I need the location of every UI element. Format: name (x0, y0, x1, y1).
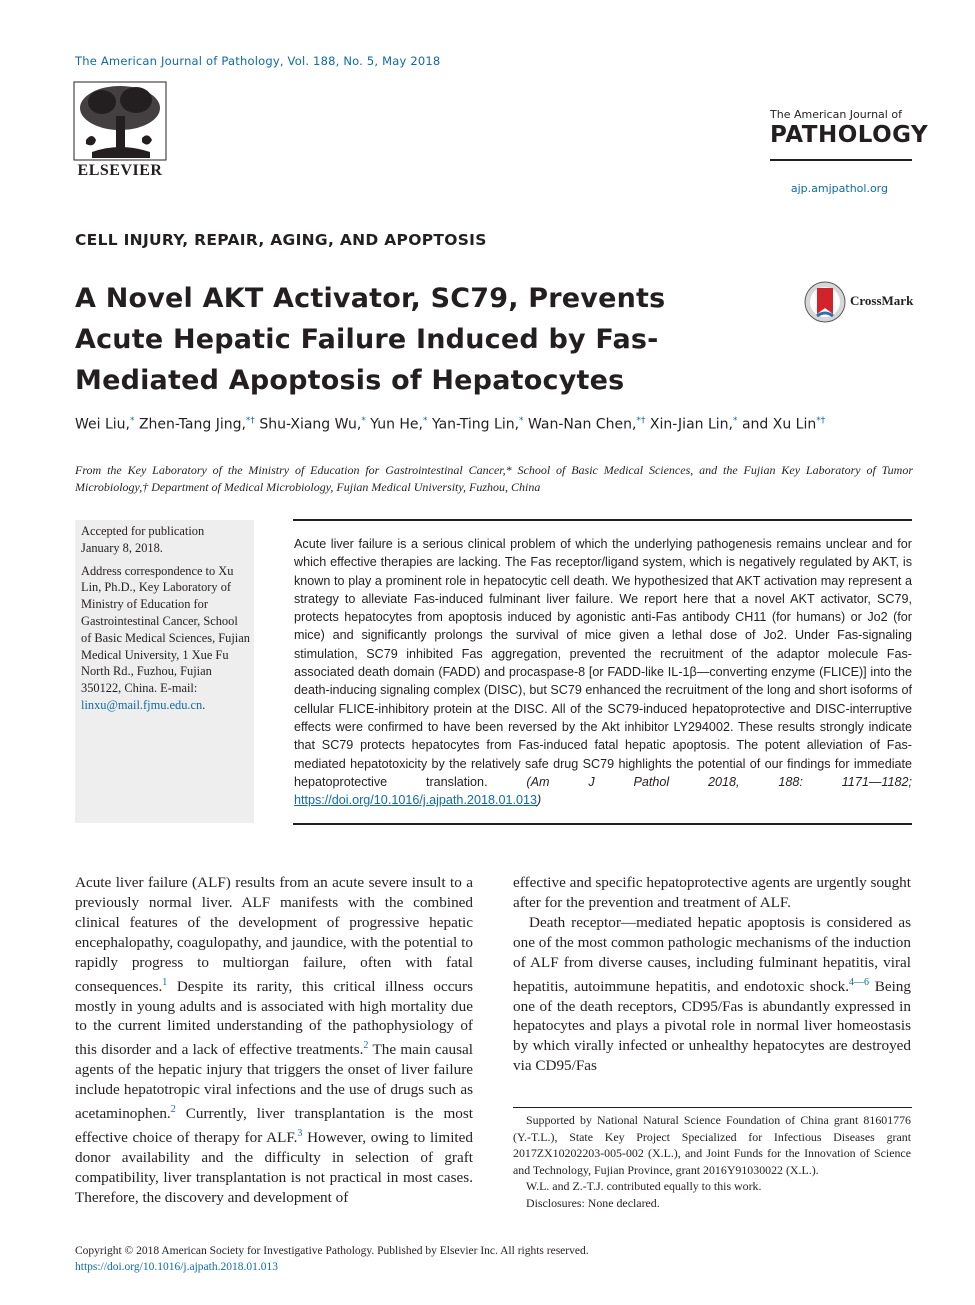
reference-link[interactable]: 4—6 (849, 976, 870, 988)
author-list (75, 410, 915, 436)
abstract-body: Acute liver failure is a serious clinical problem of which the underlying pathogenesis remains unclear and for which effective therapies are lacking. The Fas receptor/ligand system, which is negatively regulated by AKT, is known to play a prominent role in hepatocytic cell death. We hypothesized that AKT activation may represent a strategy to alleviate Fas-induced fulminant liver failure. We report here that a novel AKT activator, SC79, protects hepatocytes from apoptosis induced by agonistic anti-Fas antibody CH11 (for humans) or Jo2 (for mice) and significantly prolongs the survival of mice given a lethal dose of Jo2. Under Fas-signaling stimulation, SC79 inhibited Fas aggregation, prevented the recruitment of the adaptor molecule Fas-associated death domain (FADD) and procaspase-8 [or FADD-like IL-1β—converting enzyme (FLICE)] into the death-inducing signaling complex (DISC), but SC79 enhanced the recruitment of the long and short isoforms of cellular FLICE-inhibitory protein at the DISC. All of the SC79-induced hepatoprotective and DISC-interruptive effects were confirmed to have been reversed by the Akt inhibitor LY294002. These results strongly indicate that SC79 protects hepatocytes from Fas-induced fatal hepatic apoptosis. The potent alleviation of Fas-mediated hepatotoxicity by the relatively safe drug SC79 highlights the potential of our findings for immediate hepatoprotective translation. (294, 537, 912, 789)
author-name: Shu-Xiang Wu, (259, 416, 362, 433)
accepted-label: Accepted for publication (81, 524, 205, 538)
author-name: Wan-Nan Chen, (527, 416, 637, 433)
journal-name-small: The American Journal of (770, 108, 902, 121)
footer-doi-link[interactable]: https://doi.org/10.1016/j.ajpath.2018.01.013 (75, 1261, 278, 1273)
body-text: Acute liver failure (ALF) results from an acute severe insult to a previously normal liver. ALF manifests with the combined clinical features of the development of progressive hepatic encephalopathy, coagulopathy, and jaundice, with the potential to rapidly progress to multiorgan failure, often with fatal consequences. (75, 874, 473, 995)
body-paragraph: effective and specific hepatoprotective agents are urgently sought after for the prevention and treatment of ALF. (513, 874, 911, 911)
footnotes (513, 1112, 911, 1212)
abstract-text (294, 535, 912, 809)
article-title: A Novel AKT Activator, SC79, Prevents Acute Hepatic Failure Induced by Fas-Mediated Apoptosis of Hepatocytes (75, 283, 666, 396)
author-name: Yan-Ting Lin, (431, 416, 520, 433)
accepted-date: January 8, 2018. (81, 540, 163, 555)
body-paragraph (75, 873, 473, 1208)
reference-link[interactable]: 1 (162, 976, 168, 988)
crossmark-label: CrossMark (850, 293, 914, 308)
author-affiliation-mark: *† (636, 416, 646, 426)
author-affiliation-mark: * (361, 416, 366, 426)
footnote-rule (513, 1107, 912, 1108)
correspondence-email-end: . (202, 697, 206, 712)
body-text: Currently, liver transplantation is the most effective choice of therapy for ALF. (75, 1105, 473, 1147)
journal-url-link[interactable]: ajp.amjpathol.org (790, 182, 888, 195)
abstract-citation: (Am J Pathol 2018, 188: 1171—1182; (526, 774, 912, 789)
section-heading: CELL INJURY, REPAIR, AGING, AND APOPTOSIS (75, 231, 487, 249)
journal-name-large: PATHOLOGY (770, 122, 929, 148)
equal-contribution-note: W.L. and Z.-T.J. contributed equally to this work. (526, 1179, 762, 1194)
author-affiliation-mark: * (423, 416, 428, 426)
body-text: The main causal agents of the hepatic injury that triggers the onset of liver failure include hepatotropic viral infections and the use of drugs such as acetaminophen. (75, 1041, 473, 1123)
disclosures-note: Disclosures: None declared. (526, 1195, 660, 1210)
body-column-left (75, 873, 473, 1208)
body-text: Despite its rarity, this critical illness occurs mostly in young adults and is associated with high mortality due to the current limited understanding of the pathophysiology of this disorder and a lack of effective treatments. (75, 977, 473, 1059)
article-info-text (81, 523, 251, 714)
crossmark-icon (803, 280, 847, 324)
reference-link[interactable]: 3 (297, 1128, 303, 1140)
abstract-doi-link[interactable]: https://doi.org/10.1016/j.ajpath.2018.01.013 (294, 793, 537, 808)
author-affiliation-mark: * (519, 416, 524, 426)
reference-link[interactable]: 2 (170, 1104, 176, 1116)
correspondence-email-link[interactable]: linxu@mail.fjmu.edu.cn (81, 697, 203, 712)
abstract-top-rule (293, 519, 912, 521)
author-affiliation-mark: * (130, 416, 135, 426)
author-affiliation-mark: * (732, 416, 738, 426)
body-text: However, owing to limited donor availability and the difficulty in selection of graft compatibility, liver transplantation is not practical in most cases. Therefore, the discovery and development of (75, 1129, 473, 1206)
correspondence-text (81, 563, 251, 714)
author-affiliation-mark: *† (816, 416, 826, 426)
body-column-right (513, 873, 911, 1076)
funding-note: Supported by National Natural Science Foundation of China grant 81601776 (Y.-T.L.), State Key Project Specialized for Infectious Diseases grant 2017ZX10202203-005-002 (X.L.), and Joint Funds for the Innovation of Science and Technology, Fujian Province, grant 2016Y91030022 (X.L.). (513, 1113, 911, 1177)
copyright-notice: Copyright © 2018 American Society for Investigative Pathology. Published by Elsevier Inc. All rights reserved. (75, 1245, 589, 1257)
reference-link[interactable]: 2 (363, 1040, 369, 1052)
author-name: Wei Liu, (75, 416, 130, 433)
author-name: and Xu Lin (741, 416, 817, 433)
abstract-citation-end: ) (536, 793, 542, 808)
author-affiliation-mark: *† (245, 416, 255, 426)
body-text: Death receptor—mediated hepatic apoptosis is considered as one of the most common pathologic mechanisms of the induction of ALF from diverse causes, including fulminant hepatitis, viral hepatitis, autoimmune hepatitis, and endotoxic shock. (513, 913, 911, 995)
page-footer (75, 1243, 775, 1275)
correspondence-address: Address correspondence to Xu Lin, Ph.D., Key Laboratory of Ministry of Education for Gastrointestinal Cancer, School of Basic Medical Sciences, Fujian Medical University, 1 Xue Fu North Rd., Fuzhou, Fujian 350122, China. E-mail: (81, 563, 250, 696)
author-name: Xin-Jian Lin, (649, 416, 733, 433)
affiliation-text: From the Key Laboratory of the Ministry of Education for Gastrointestinal Cancer,* School of Basic Medical Sciences, and the Fujian Key Laboratory of Tumor Microbiology,† Department of Medical Microbiology, Fujian Medical University, Fuzhou, China (75, 463, 913, 494)
author-name: Yun He, (370, 416, 423, 433)
journal-divider (770, 159, 912, 161)
body-text: Being one of the death receptors, CD95/Fas is abundantly expressed in hepatocytes and plays a pivotal role in normal liver homeostasis by which virally infected or unhealthy hepatocytes are destroyed via CD95/Fas (513, 977, 911, 1075)
abstract-bottom-rule (293, 823, 912, 825)
author-name: Zhen-Tang Jing, (138, 416, 246, 433)
body-paragraph (513, 913, 911, 1076)
journal-citation-line: The American Journal of Pathology, Vol. 188, No. 5, May 2018 (75, 54, 441, 68)
publisher-name: ELSEVIER (77, 162, 163, 179)
crossmark-badge[interactable] (803, 280, 923, 324)
